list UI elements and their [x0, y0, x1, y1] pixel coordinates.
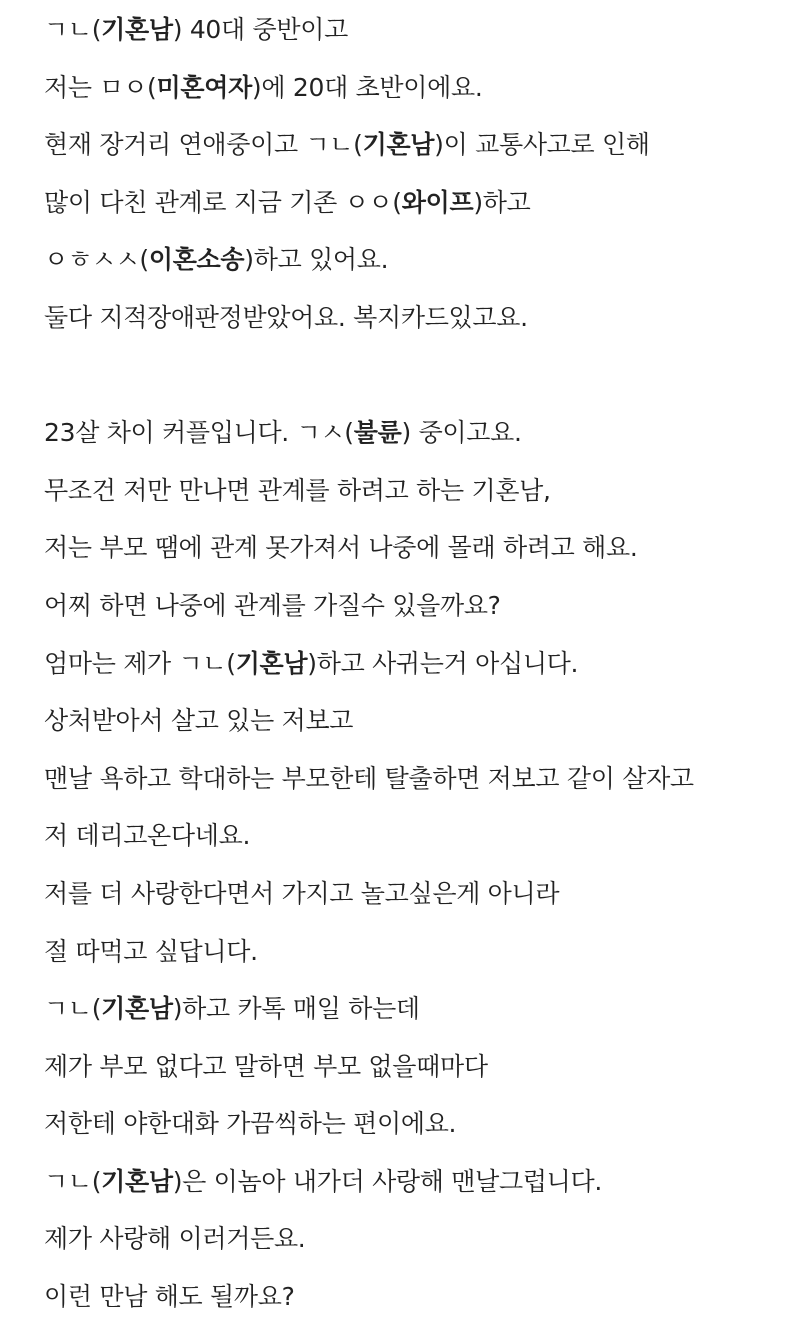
text-segment: 많이 다친 관계로 지금 기존 ㅇㅇ(	[44, 187, 402, 217]
post-line	[44, 8, 800, 66]
blank-line	[44, 354, 800, 412]
post-line	[44, 526, 800, 584]
text-segment: )하고 카톡 매일 하는데	[172, 994, 420, 1024]
post-line	[44, 123, 800, 181]
text-segment: 제가 사랑해 이러거든요.	[44, 1224, 306, 1254]
emphasized-text: 기혼남	[101, 994, 173, 1024]
text-segment: 저를 더 사랑한다면서 가지고 놀고싶은게 아니라	[44, 878, 560, 908]
emphasized-text: 기혼남	[235, 648, 308, 678]
post-line	[44, 1102, 800, 1160]
post-line	[44, 987, 800, 1045]
text-segment: )하고	[473, 187, 531, 217]
post-line	[44, 296, 800, 354]
post-line	[44, 642, 800, 700]
text-segment: ㄱㄴ(	[44, 994, 102, 1024]
post-line	[44, 930, 800, 988]
text-segment: 무조건 저만 만나면 관계를 하려고 하는 기혼남,	[44, 475, 551, 505]
emphasized-text: 기혼남	[101, 15, 173, 44]
text-segment: )은 이놈아 내가더 사랑해 맨날그럽니다.	[172, 1166, 603, 1196]
text-segment: ㄱㄴ(	[44, 15, 102, 44]
text-segment: 이런 만남 해도 될까요?	[44, 1282, 295, 1312]
text-segment: 저 데리고온다네요.	[44, 821, 251, 851]
text-segment: 현재 장거리 연애중이고 ㄱㄴ(	[44, 130, 363, 160]
post-line	[44, 181, 800, 239]
emphasized-text: 미혼여자	[156, 72, 252, 102]
post-line	[44, 1045, 800, 1103]
text-segment: 절 따먹고 싶답니다.	[44, 936, 258, 966]
post-line	[44, 699, 800, 757]
text-segment: 23살 차이 커플입니다. ㄱㅅ(	[44, 418, 354, 448]
post-line	[44, 872, 800, 930]
post-line	[44, 1275, 800, 1333]
text-segment: 어찌 하면 나중에 관계를 가질수 있을까요?	[44, 590, 501, 620]
post-line	[44, 66, 800, 124]
post-line	[44, 757, 800, 815]
text-segment: ) 중이고요.	[401, 418, 522, 448]
post-line	[44, 584, 800, 642]
text-segment: )이 교통사고로 인해	[434, 130, 650, 160]
emphasized-text: 와이프	[401, 187, 474, 217]
text-segment: 제가 부모 없다고 말하면 부모 없을때마다	[44, 1051, 488, 1081]
text-segment: )하고 있어요.	[244, 245, 389, 275]
text-segment: 저는 부모 땜에 관계 못가져서 나중에 몰래 하려고 해요.	[44, 533, 638, 563]
text-segment: 저한테 야한대화 가끔씩하는 편이에요.	[44, 1109, 457, 1139]
text-segment: 엄마는 제가 ㄱㄴ(	[44, 648, 236, 678]
emphasized-text: 불륜	[353, 418, 402, 448]
text-segment: )에 20대 초반이에요.	[251, 72, 483, 102]
text-segment: )하고 사귀는거 아십니다.	[307, 648, 579, 678]
emphasized-text: 이혼소송	[148, 245, 245, 275]
emphasized-text: 기혼남	[101, 1166, 173, 1196]
post-line	[44, 411, 800, 469]
text-segment: 맨날 욕하고 학대하는 부모한테 탈출하면 저보고 같이 살자고	[44, 763, 694, 793]
post-line	[44, 814, 800, 872]
text-segment: 상처받아서 살고 있는 저보고	[44, 706, 354, 736]
post-line	[44, 1217, 800, 1275]
text-segment: ㄱㄴ(	[44, 1166, 102, 1196]
text-segment: 저는 ㅁㅇ(	[44, 72, 157, 102]
post-line	[44, 238, 800, 296]
text-segment: 둘다 지적장애판정받았어요. 복지카드있고요.	[44, 302, 528, 332]
text-segment: ㅇㅎㅅㅅ(	[44, 245, 149, 275]
post-line	[44, 469, 800, 527]
emphasized-text: 기혼남	[362, 130, 435, 160]
text-segment: ) 40대 중반이고	[172, 15, 348, 44]
post-line	[44, 1160, 800, 1218]
